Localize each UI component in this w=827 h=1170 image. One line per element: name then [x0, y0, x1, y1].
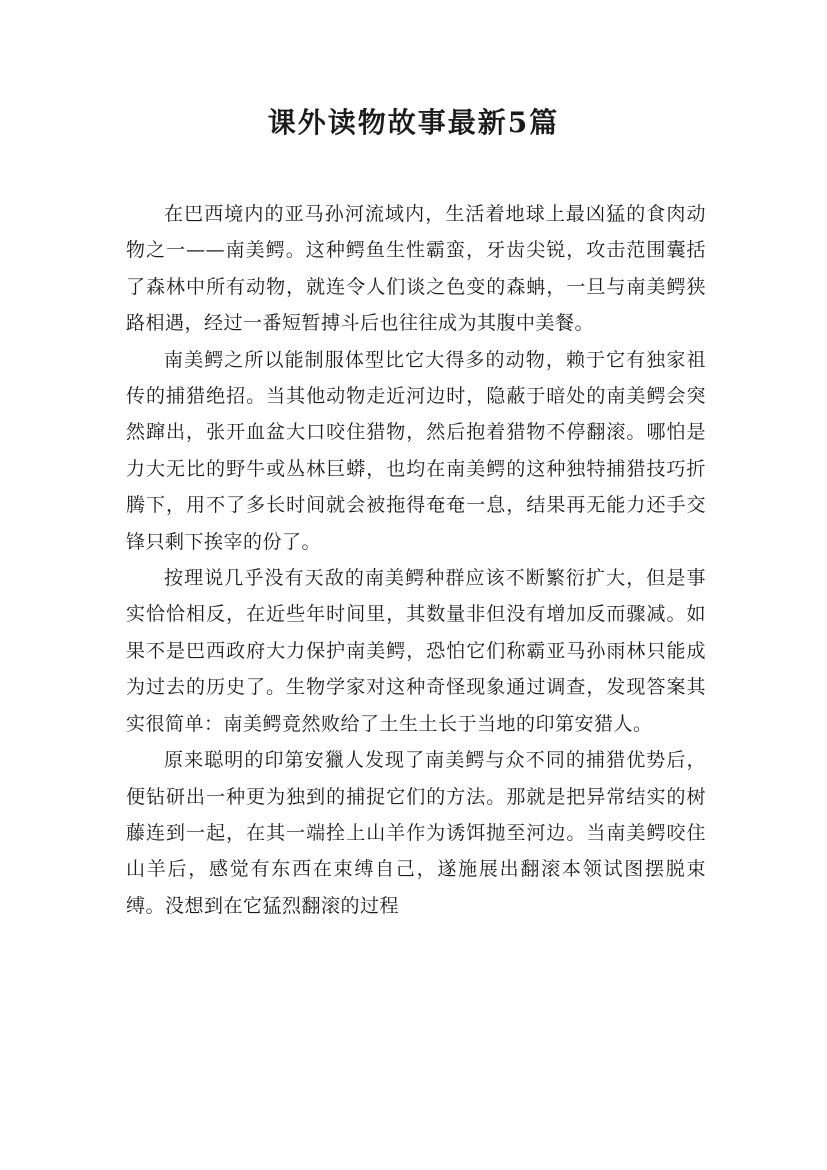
document-body — [126, 196, 706, 924]
paragraph-3: 按理说几乎没有天敌的南美鳄种群应该不断繁衍扩大，但是事实恰恰相反，在近些年时间里，其数量非但没有增加反而骤减。如果不是巴西政府大力保护南美鳄，恐怕它们称霸亚马孙雨林只能成为过去的历史了。生物学家对这种奇怪现象通过调查，发现答案其实很简单：南美鳄竟然败给了土生土长于当地的印第安猎人。 — [126, 567, 706, 735]
paragraph-1: 在巴西境内的亚马孙河流域内，生活着地球上最凶猛的食肉动物之一——南美鳄。这种鳄鱼生性霸蛮，牙齿尖锐，攻击范围囊括了森林中所有动物，就连令人们谈之色变的森蚺，一旦与南美鳄狭路相遇，经过一番短暂搏斗后也往往成为其腹中美餐。 — [126, 203, 706, 335]
document-title: 课外读物故事最新5篇 — [267, 106, 560, 139]
paragraph-2: 南美鳄之所以能制服体型比它大得多的动物，赖于它有独家祖传的捕猎绝招。当其他动物走近河边时，隐蔽于暗处的南美鳄会突然蹿出，张开血盆大口咬住猎物，然后抱着猎物不停翻滚。哪怕是力大无比的野牛或丛林巨蟒，也均在南美鳄的这种独特捕猎技巧折腾下，用不了多长时间就会被拖得奄奄一息，结果再无能力还手交锋只剩下挨宰的份了。 — [126, 348, 706, 553]
paragraph-4: 原来聪明的印第安獵人发现了南美鳄与众不同的捕猎优势后，便钻研出一种更为独到的捕捉它们的方法。那就是把异常结实的树藤连到一起，在其一端拴上山羊作为诱饵抛至河边。当南美鳄咬住山羊后，感觉有东西在束缚自己，遂施展出翻滚本领试图摆脱束缚。没想到在它猛烈翻滚的过程 — [126, 749, 706, 917]
